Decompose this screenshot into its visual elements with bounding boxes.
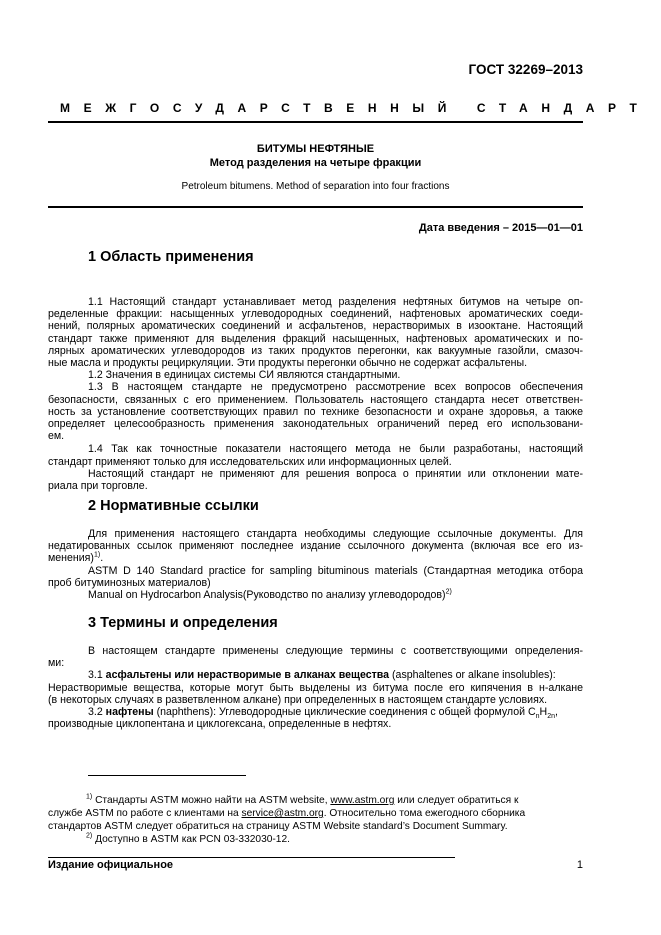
english-title: Petroleum bitumens. Method of separation into four fractions [181, 181, 450, 192]
text-line: ные масла и продукты рециркуляции. Эти продукты перегонки обычно не содержат асфальтены. [48, 357, 528, 370]
footnotes [48, 794, 583, 846]
term-number: 3.2 [88, 706, 106, 719]
footnote-ref[interactable]: 1) [93, 551, 101, 559]
footnote-text: Доступно в ASTM как PCN 03-332030-12. [92, 834, 290, 845]
text-line: определяет целесообразность применения законодательных ограничений перед его использовани- [48, 418, 583, 431]
text-line [48, 443, 583, 455]
footnote-text: службе ASTM по работе с клиентами на [48, 808, 242, 819]
footnote-text: . Относительно тома ежегодного сборника [323, 808, 526, 819]
text-line: риала при торговле. [48, 480, 148, 493]
footnote-mark: 1) [86, 793, 93, 801]
footnote-1 [48, 794, 583, 807]
references-paragraph [48, 528, 583, 601]
terms-paragraph [48, 645, 583, 730]
text-line: лярных ароматических углеводородов из таких продуктов перегонки, как вакуумные газойли, смазоч- [48, 344, 583, 357]
paragraph-1-1 [48, 296, 583, 492]
text-line-content: Для применения настоящего стандарта необходимы следующие ссылочные документы. Для [88, 528, 583, 540]
text-line-content: Настоящий стандарт не применяют для решения вопроса о принятии или отклонении мате- [88, 467, 583, 480]
edition-label: Издание официальное [48, 859, 174, 871]
footnote-ref[interactable]: 2) [445, 588, 452, 596]
formula-subscript: n [535, 713, 540, 721]
footnote-separator [88, 775, 246, 776]
term-name: нафтены [105, 706, 154, 719]
punctuation: . [100, 552, 104, 565]
interstate-standard-label: МЕЖГОСУДАРСТВЕННЫЙ СТАНДАРТ [60, 101, 651, 115]
title-rule [48, 206, 583, 208]
footnote-text: или следует обратиться к [394, 795, 519, 806]
astm-website-link[interactable]: www.astm.org [330, 795, 395, 806]
punctuation: , [555, 706, 558, 719]
introduction-date: Дата введения – 2015—01—01 [418, 222, 583, 234]
text-line-content: 1.3 В настоящем стандарте не предусмотрено рассмотрение всех вопросов обеспечения [88, 381, 583, 394]
formula-subscript: 2n [547, 713, 555, 721]
text-line [48, 589, 583, 601]
text-line: (в некоторых случаях в разветвленном алкане) при определенных в настоящем стандарте условиях. [48, 693, 548, 706]
term-3-2 [48, 706, 583, 721]
text-line-content: 1.1 Настоящий стандарт устанавливает метод разделения нефтяных битумов на четыре оп- [88, 296, 583, 308]
text-line [48, 552, 583, 564]
text-line: проб битуминозных материалов) [48, 576, 211, 589]
text-line: безопасности, связанных с его применением. Пользователь настоящего стандарта несет ответствен- [48, 393, 583, 406]
footnote-text: Стандарты ASTM можно найти на ASTM website, [92, 795, 331, 806]
text-line: нений, полярных ароматических соединений и асфальтенов, нерастворимых в изооктане. Настоящий [48, 320, 583, 333]
term-english: (asphaltenes or alkane insolubles): [389, 669, 556, 682]
section-heading-scope: 1 Область применения [88, 249, 254, 265]
document-subtitle: Метод разделения на четыре фракции [209, 157, 422, 169]
text-line [48, 807, 583, 820]
term-number: 3.1 [88, 669, 106, 682]
text-line [48, 528, 583, 540]
section-heading-references: 2 Нормативные ссылки [88, 498, 259, 514]
section-heading-terms: 3 Термины и определения [88, 615, 278, 631]
text-line [48, 565, 583, 577]
text-line: стандартов ASTM следует обратиться на страницу ASTM Website standard’s Document Summary. [48, 821, 508, 832]
paragraph-1-2: 1.2 Значения в единицах системы СИ являются стандартными. [88, 369, 401, 382]
text-line-content: 1.4 Так как точностные показатели настоящего метода не были разработаны, настоящий [88, 443, 583, 456]
astm-reference: ASTM D 140 Standard practice for sampling bituminous materials (Стандартная методика отбора [88, 564, 583, 577]
text-line [48, 296, 583, 308]
manual-reference: Manual on Hydrocarbon Analysis(Руководство по анализу углеводородов) [88, 589, 446, 602]
term-definition: (naphthens): Углеводородные циклические соединения с общей формулой C [153, 706, 536, 719]
text-line: производные циклопентана и циклогексана, определенные в нефтях. [48, 718, 392, 731]
text-line-content: менения) [48, 552, 94, 565]
page-number: 1 [576, 859, 583, 871]
term-3-1 [48, 669, 583, 681]
text-line: Нерастворимые вещества, которые могут быть выделены из битума после его кипячения в н-алкане [48, 681, 583, 694]
text-line [48, 645, 583, 657]
text-line [48, 381, 583, 393]
text-line [48, 369, 583, 381]
text-line: ределенные фракции: насыщенных углеводородных соединений, нафтеновых ароматических соеди- [48, 308, 583, 321]
text-line: ми: [48, 657, 65, 670]
text-line [48, 468, 583, 480]
footnote-mark: 2) [86, 832, 93, 840]
footer-rule [48, 857, 455, 858]
text-line-content: В настоящем стандарте применены следующие термины с соответствующими определения- [88, 645, 583, 657]
text-line: ность за установление соответствующих правил по технике безопасности и охране здоровья, а также [48, 405, 583, 418]
text-line: ем. [48, 430, 65, 443]
text-line: стандарт также применяют для выделения фракций насыщенных, нафтеновых ароматических и по- [48, 332, 583, 345]
formula-element: H [539, 706, 548, 719]
document-title: БИТУМЫ НЕФТЯНЫЕ [256, 143, 375, 155]
header-rule [48, 121, 583, 123]
astm-service-email-link[interactable]: service@astm.org [241, 808, 324, 819]
term-name: асфальтены или нерастворимые в алканах вещества [105, 669, 390, 682]
text-line: недатированных ссылок применяют последнее издание ссылочного документа (включая все его из- [48, 540, 583, 553]
standard-number: ГОСТ 32269–2013 [468, 62, 583, 77]
footnote-2 [48, 833, 583, 846]
text-line: стандарт применяют только для исследовательских или информационных целей. [48, 455, 452, 468]
